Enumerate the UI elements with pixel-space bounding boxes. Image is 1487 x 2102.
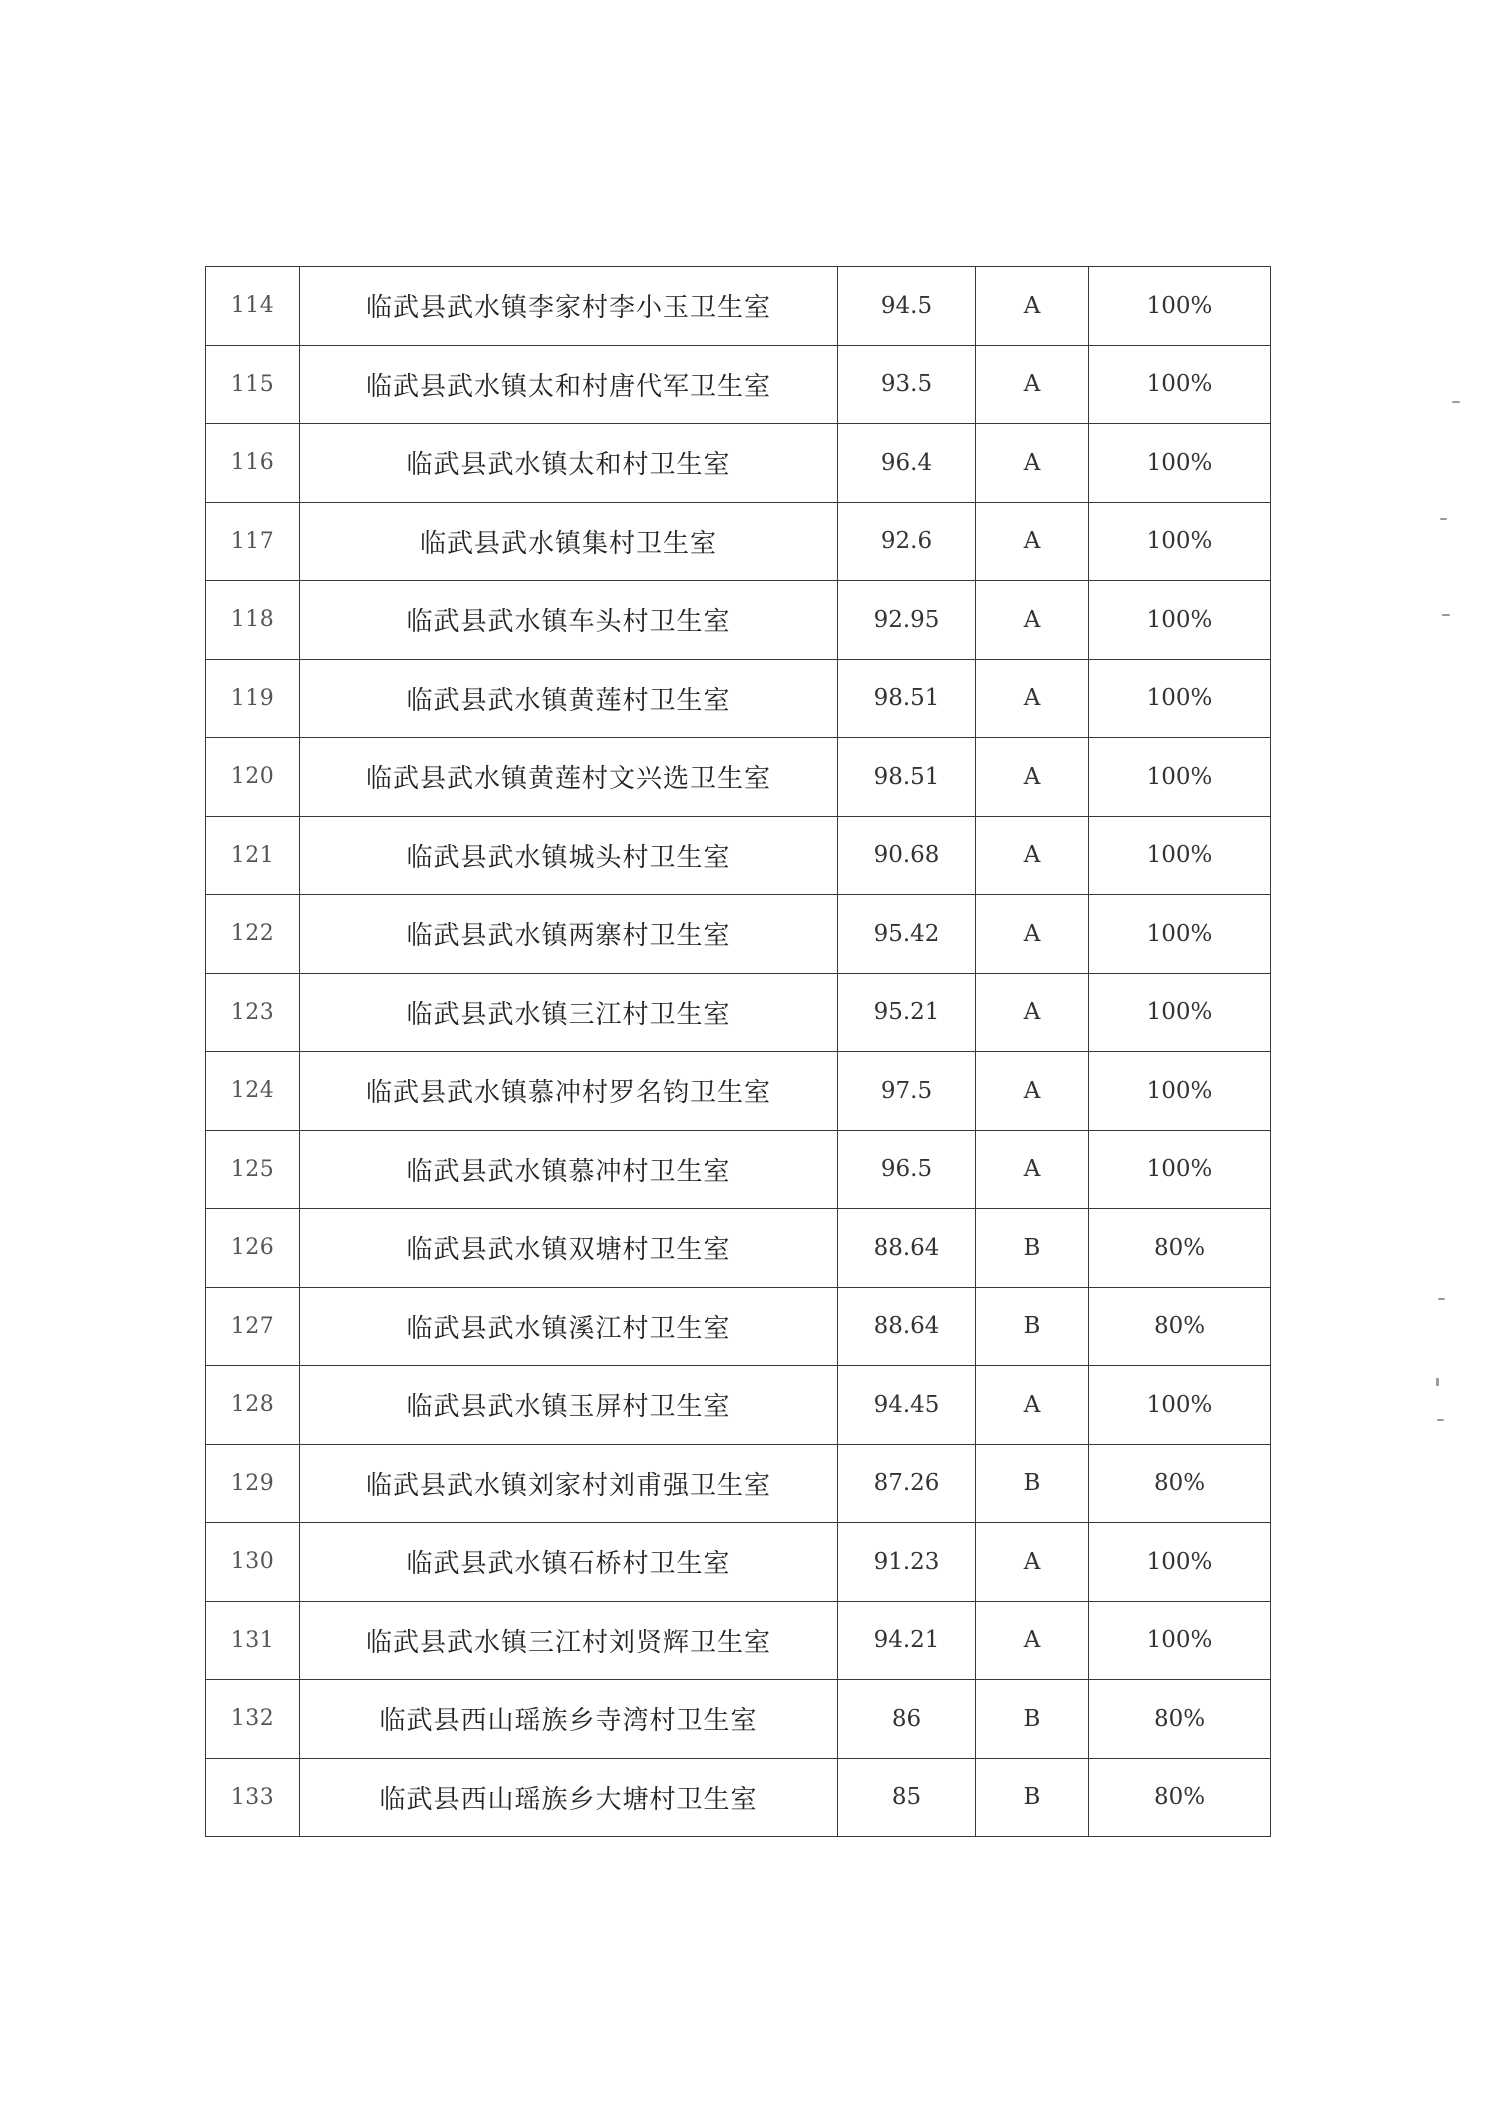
- percentage: 80%: [1089, 1209, 1271, 1288]
- table-row: [206, 1680, 1271, 1759]
- table-row: [206, 345, 1271, 424]
- score: 93.5: [838, 345, 976, 424]
- table-row: [206, 1366, 1271, 1445]
- percentage: 80%: [1089, 1444, 1271, 1523]
- scan-speck: [1442, 614, 1450, 616]
- row-number: 129: [206, 1444, 300, 1523]
- grade: A: [976, 267, 1089, 346]
- percentage: 80%: [1089, 1680, 1271, 1759]
- clinic-name: 临武县武水镇三江村刘贤辉卫生室: [300, 1601, 838, 1680]
- score: 85: [838, 1758, 976, 1837]
- table-row: [206, 1052, 1271, 1131]
- grade: A: [976, 424, 1089, 503]
- percentage: 100%: [1089, 502, 1271, 581]
- row-number: 114: [206, 267, 300, 346]
- table-row: [206, 1209, 1271, 1288]
- percentage: 100%: [1089, 345, 1271, 424]
- score: 87.26: [838, 1444, 976, 1523]
- grade: B: [976, 1444, 1089, 1523]
- row-number: 116: [206, 424, 300, 503]
- percentage: 100%: [1089, 581, 1271, 660]
- row-number: 125: [206, 1130, 300, 1209]
- scan-speck: [1436, 1378, 1439, 1386]
- score: 96.5: [838, 1130, 976, 1209]
- score: 92.6: [838, 502, 976, 581]
- score: 96.4: [838, 424, 976, 503]
- table-row: [206, 424, 1271, 503]
- table-row: [206, 267, 1271, 346]
- percentage: 100%: [1089, 1366, 1271, 1445]
- clinic-name: 临武县西山瑶族乡寺湾村卫生室: [300, 1680, 838, 1759]
- row-number: 122: [206, 895, 300, 974]
- clinic-name: 临武县西山瑶族乡大塘村卫生室: [300, 1758, 838, 1837]
- row-number: 120: [206, 738, 300, 817]
- score: 97.5: [838, 1052, 976, 1131]
- score: 91.23: [838, 1523, 976, 1602]
- row-number: 126: [206, 1209, 300, 1288]
- row-number: 119: [206, 659, 300, 738]
- clinic-name: 临武县武水镇刘家村刘甫强卫生室: [300, 1444, 838, 1523]
- row-number: 118: [206, 581, 300, 660]
- table-row: [206, 895, 1271, 974]
- clinic-name: 临武县武水镇李家村李小玉卫生室: [300, 267, 838, 346]
- clinic-name: 临武县武水镇太和村唐代军卫生室: [300, 345, 838, 424]
- clinic-name: 临武县武水镇双塘村卫生室: [300, 1209, 838, 1288]
- grade: A: [976, 1130, 1089, 1209]
- score: 95.21: [838, 973, 976, 1052]
- row-number: 123: [206, 973, 300, 1052]
- percentage: 80%: [1089, 1287, 1271, 1366]
- table-row: [206, 1444, 1271, 1523]
- row-number: 121: [206, 816, 300, 895]
- grade: A: [976, 659, 1089, 738]
- score: 94.5: [838, 267, 976, 346]
- clinic-name: 临武县武水镇集村卫生室: [300, 502, 838, 581]
- percentage: 100%: [1089, 424, 1271, 503]
- percentage: 80%: [1089, 1758, 1271, 1837]
- clinic-name: 临武县武水镇车头村卫生室: [300, 581, 838, 660]
- row-number: 127: [206, 1287, 300, 1366]
- scan-speck: [1438, 1298, 1445, 1300]
- score: 94.45: [838, 1366, 976, 1445]
- grade: B: [976, 1209, 1089, 1288]
- score: 92.95: [838, 581, 976, 660]
- row-number: 117: [206, 502, 300, 581]
- clinic-name: 临武县武水镇溪江村卫生室: [300, 1287, 838, 1366]
- row-number: 130: [206, 1523, 300, 1602]
- table-row: [206, 816, 1271, 895]
- clinic-name: 临武县武水镇黄莲村文兴选卫生室: [300, 738, 838, 817]
- score: 98.51: [838, 659, 976, 738]
- grade: A: [976, 581, 1089, 660]
- grade: A: [976, 816, 1089, 895]
- table-row: [206, 1601, 1271, 1680]
- grade: B: [976, 1680, 1089, 1759]
- table-row: [206, 1287, 1271, 1366]
- score: 95.42: [838, 895, 976, 974]
- clinic-score-table: [205, 266, 1271, 1837]
- grade: B: [976, 1758, 1089, 1837]
- score: 88.64: [838, 1209, 976, 1288]
- grade: B: [976, 1287, 1089, 1366]
- clinic-name: 临武县武水镇太和村卫生室: [300, 424, 838, 503]
- grade: A: [976, 1523, 1089, 1602]
- row-number: 115: [206, 345, 300, 424]
- scan-speck: [1437, 1419, 1444, 1421]
- scan-speck: [1452, 401, 1460, 403]
- clinic-name: 临武县武水镇城头村卫生室: [300, 816, 838, 895]
- table-row: [206, 502, 1271, 581]
- percentage: 100%: [1089, 895, 1271, 974]
- row-number: 133: [206, 1758, 300, 1837]
- clinic-name: 临武县武水镇玉屏村卫生室: [300, 1366, 838, 1445]
- table-row: [206, 581, 1271, 660]
- grade: A: [976, 1052, 1089, 1131]
- score: 98.51: [838, 738, 976, 817]
- grade: A: [976, 502, 1089, 581]
- table-row: [206, 738, 1271, 817]
- table-row: [206, 1130, 1271, 1209]
- row-number: 128: [206, 1366, 300, 1445]
- clinic-name: 临武县武水镇慕冲村卫生室: [300, 1130, 838, 1209]
- score: 88.64: [838, 1287, 976, 1366]
- percentage: 100%: [1089, 267, 1271, 346]
- percentage: 100%: [1089, 659, 1271, 738]
- table-row: [206, 659, 1271, 738]
- row-number: 124: [206, 1052, 300, 1131]
- grade: A: [976, 345, 1089, 424]
- clinic-name: 临武县武水镇黄莲村卫生室: [300, 659, 838, 738]
- clinic-name: 临武县武水镇两寨村卫生室: [300, 895, 838, 974]
- scan-speck: [1440, 518, 1447, 520]
- grade: A: [976, 738, 1089, 817]
- percentage: 100%: [1089, 1523, 1271, 1602]
- score: 86: [838, 1680, 976, 1759]
- grade: A: [976, 1366, 1089, 1445]
- percentage: 100%: [1089, 738, 1271, 817]
- percentage: 100%: [1089, 973, 1271, 1052]
- percentage: 100%: [1089, 1130, 1271, 1209]
- percentage: 100%: [1089, 816, 1271, 895]
- percentage: 100%: [1089, 1601, 1271, 1680]
- score: 94.21: [838, 1601, 976, 1680]
- table-row: [206, 1758, 1271, 1837]
- clinic-name: 临武县武水镇三江村卫生室: [300, 973, 838, 1052]
- row-number: 132: [206, 1680, 300, 1759]
- grade: A: [976, 1601, 1089, 1680]
- score: 90.68: [838, 816, 976, 895]
- clinic-name: 临武县武水镇石桥村卫生室: [300, 1523, 838, 1602]
- grade: A: [976, 895, 1089, 974]
- row-number: 131: [206, 1601, 300, 1680]
- grade: A: [976, 973, 1089, 1052]
- percentage: 100%: [1089, 1052, 1271, 1131]
- clinic-name: 临武县武水镇慕冲村罗名钧卫生室: [300, 1052, 838, 1131]
- table-row: [206, 1523, 1271, 1602]
- table-row: [206, 973, 1271, 1052]
